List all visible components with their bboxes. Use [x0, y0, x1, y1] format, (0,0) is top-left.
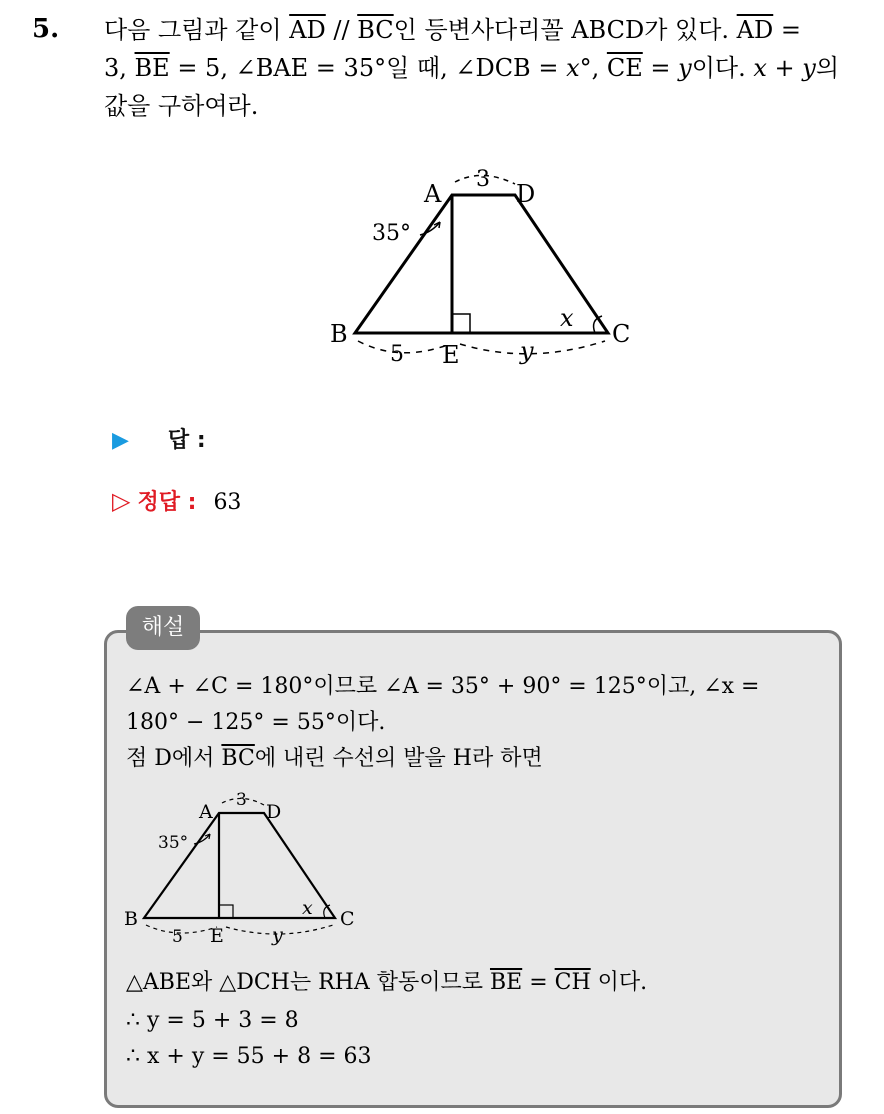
ec-length: y	[520, 337, 534, 365]
problem-line-3: 값을 구하여라.	[104, 92, 259, 120]
outline-play-marker-icon: ▷	[112, 487, 131, 515]
answer-row	[112, 423, 206, 454]
solution-label-a: A	[199, 801, 213, 823]
solution-be-length: 5	[172, 927, 183, 947]
problem-number: 5.	[32, 14, 60, 44]
solution-line-2: 180° − 125° = 55°이다.	[126, 710, 386, 735]
label-b: B	[330, 320, 348, 348]
solution-trapezoid-figure	[118, 788, 368, 950]
solution-label-e: E	[210, 925, 224, 947]
angle-35-label: 35°	[372, 221, 411, 246]
answer-label: 답 :	[167, 428, 206, 453]
trapezoid-figure	[320, 160, 650, 380]
correct-answer-label: 정답 :	[137, 490, 197, 515]
label-c: C	[612, 320, 631, 348]
solution-right-angle-mark	[219, 905, 233, 918]
correct-answer-row	[112, 485, 241, 516]
solution-ec-length: y	[272, 924, 283, 946]
solution-line-4: △ABE와 △DCH는 RHA 합동이므로 $\overline{BE} = \overline{CH}$ 이다.	[126, 970, 648, 995]
solution-line-6: ∴ x + y = 55 + 8 = 63	[126, 1044, 372, 1069]
solution-line-1: ∠A + ∠C = 180°이므로 ∠A = 35° + 90° = 125°이고, ∠x =	[126, 674, 760, 699]
label-d: D	[516, 180, 536, 208]
solution-line-5: ∴ y = 5 + 3 = 8	[126, 1008, 299, 1033]
label-e: E	[442, 341, 460, 369]
angle-x-label: x	[560, 304, 574, 332]
be-length: 5	[390, 342, 404, 367]
play-marker-icon: ▶	[112, 428, 129, 453]
solution-tag: 해설	[126, 606, 200, 650]
solution-label-b: B	[124, 908, 138, 930]
solution-top-length: 3	[236, 790, 247, 810]
top-length: 3	[476, 167, 490, 192]
be-dim-arc	[358, 341, 450, 353]
problem-line-2: 3, $\overline{BE} = 5$, ∠BAE = 35°일 때, ∠DCB = x°, $\overline{CE} = y$이다. x + y의	[104, 54, 839, 82]
correct-answer-value: 63	[213, 490, 242, 515]
solution-x-arc	[324, 905, 330, 918]
solution-label-c: C	[340, 908, 355, 930]
solution-angle-label: 35°	[158, 833, 189, 853]
right-angle-mark	[452, 314, 470, 333]
label-a: A	[424, 180, 442, 208]
solution-line-3: 점 D에서 $\overline{BC}$에 내린 수선의 발을 H라 하면	[126, 746, 543, 771]
problem-line-1: 다음 그림과 같이 $\overline{AD} // \overline{BC}$인 등변사다리꼴 ABCD가 있다. $\overline{AD}$ =	[104, 16, 801, 44]
solution-label-d: D	[266, 801, 282, 823]
solution-x-label: x	[302, 897, 313, 919]
